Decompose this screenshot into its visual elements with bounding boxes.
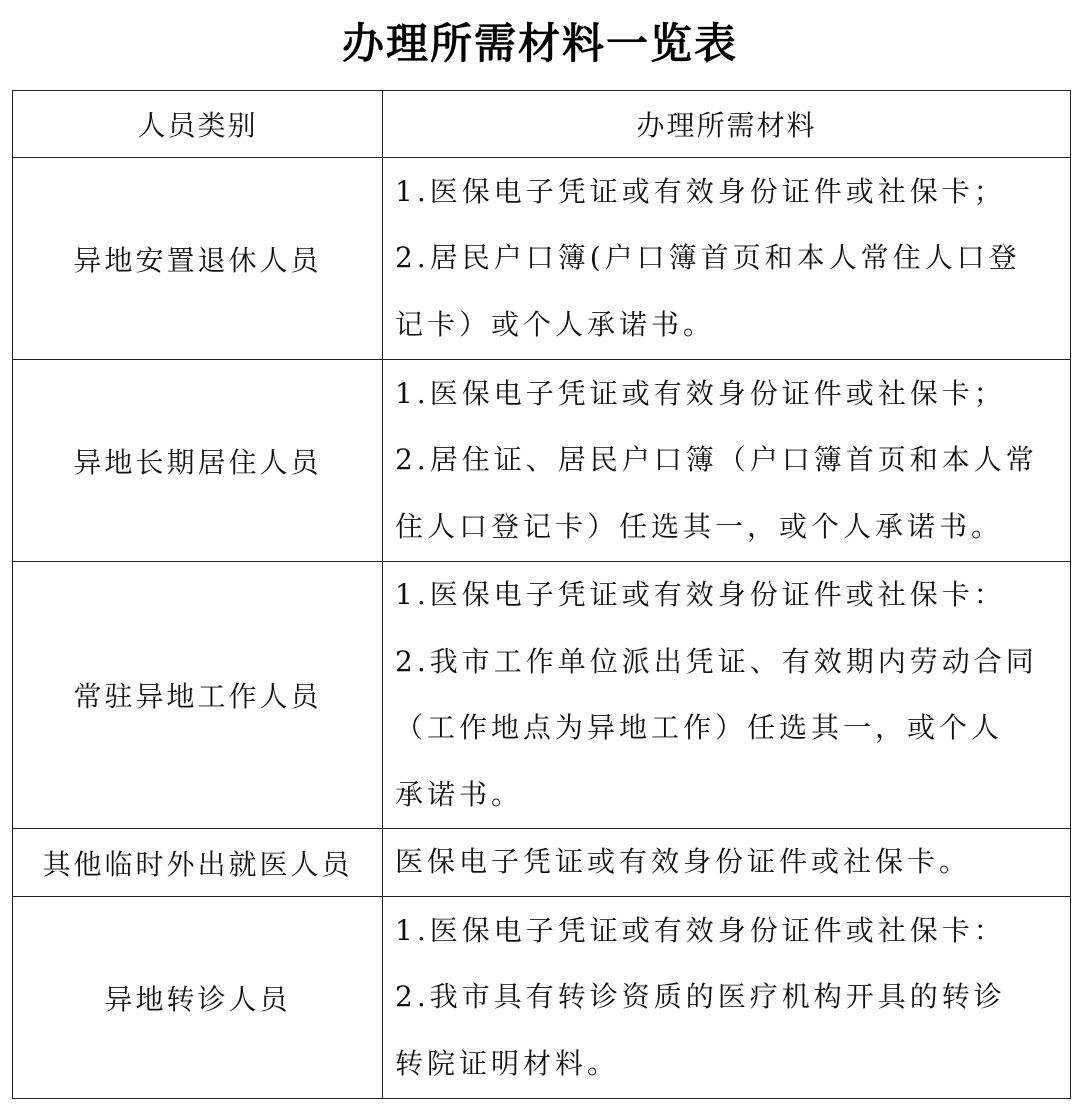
materials-line: 1.医保电子凭证或有效身份证件或社保卡： [395, 578, 1006, 611]
materials-cell [383, 158, 1071, 360]
materials-table [12, 90, 1071, 1099]
materials-line: 1.医保电子凭证或有效身份证件或社保卡； [395, 174, 1006, 208]
category-cell: 异地转诊人员 [13, 897, 383, 1099]
category-cell: 异地安置退休人员 [13, 158, 383, 360]
materials-line: 2.我市工作单位派出凭证、有效期内劳动合同 [395, 644, 1038, 678]
materials-line: 医保电子凭证或有效身份证件或社保卡。 [395, 845, 972, 879]
category-cell: 常驻异地工作人员 [13, 562, 383, 829]
table-row [13, 897, 1071, 1099]
table-row [13, 158, 1071, 360]
materials-cell [383, 829, 1071, 897]
materials-cell [383, 897, 1071, 1099]
header-materials: 办理所需材料 [383, 91, 1071, 158]
page-title: 办理所需材料一览表 [341, 19, 738, 68]
materials-cell [383, 360, 1071, 562]
materials-line: 2.居住证、居民户口簿（户口簿首页和本人常 [395, 443, 1038, 477]
materials-line: 承诺书。 [395, 777, 524, 811]
header-category: 人员类别 [13, 91, 383, 158]
materials-line: （工作地点为异地工作）任选其一，或个人 [395, 711, 1004, 744]
category-cell: 其他临时外出就医人员 [13, 829, 383, 897]
materials-line: 2.我市具有转诊资质的医疗机构开具的转诊 [395, 980, 1006, 1014]
materials-line: 转院证明材料。 [395, 1046, 620, 1080]
table-row [13, 360, 1071, 562]
materials-cell [383, 562, 1071, 829]
category-cell: 异地长期居住人员 [13, 360, 383, 562]
table-row [13, 562, 1071, 829]
materials-line: 1.医保电子凭证或有效身份证件或社保卡： [395, 913, 1006, 947]
table-row [13, 829, 1071, 897]
table-header-row [13, 91, 1071, 158]
materials-line: 住人口登记卡）任选其一，或个人承诺书。 [395, 509, 1004, 543]
materials-line: 1.医保电子凭证或有效身份证件或社保卡； [395, 376, 1006, 410]
materials-line: 2.居民户口簿(户口簿首页和本人常住人口登 [395, 241, 1021, 275]
materials-line: 记卡）或个人承诺书。 [395, 307, 716, 341]
